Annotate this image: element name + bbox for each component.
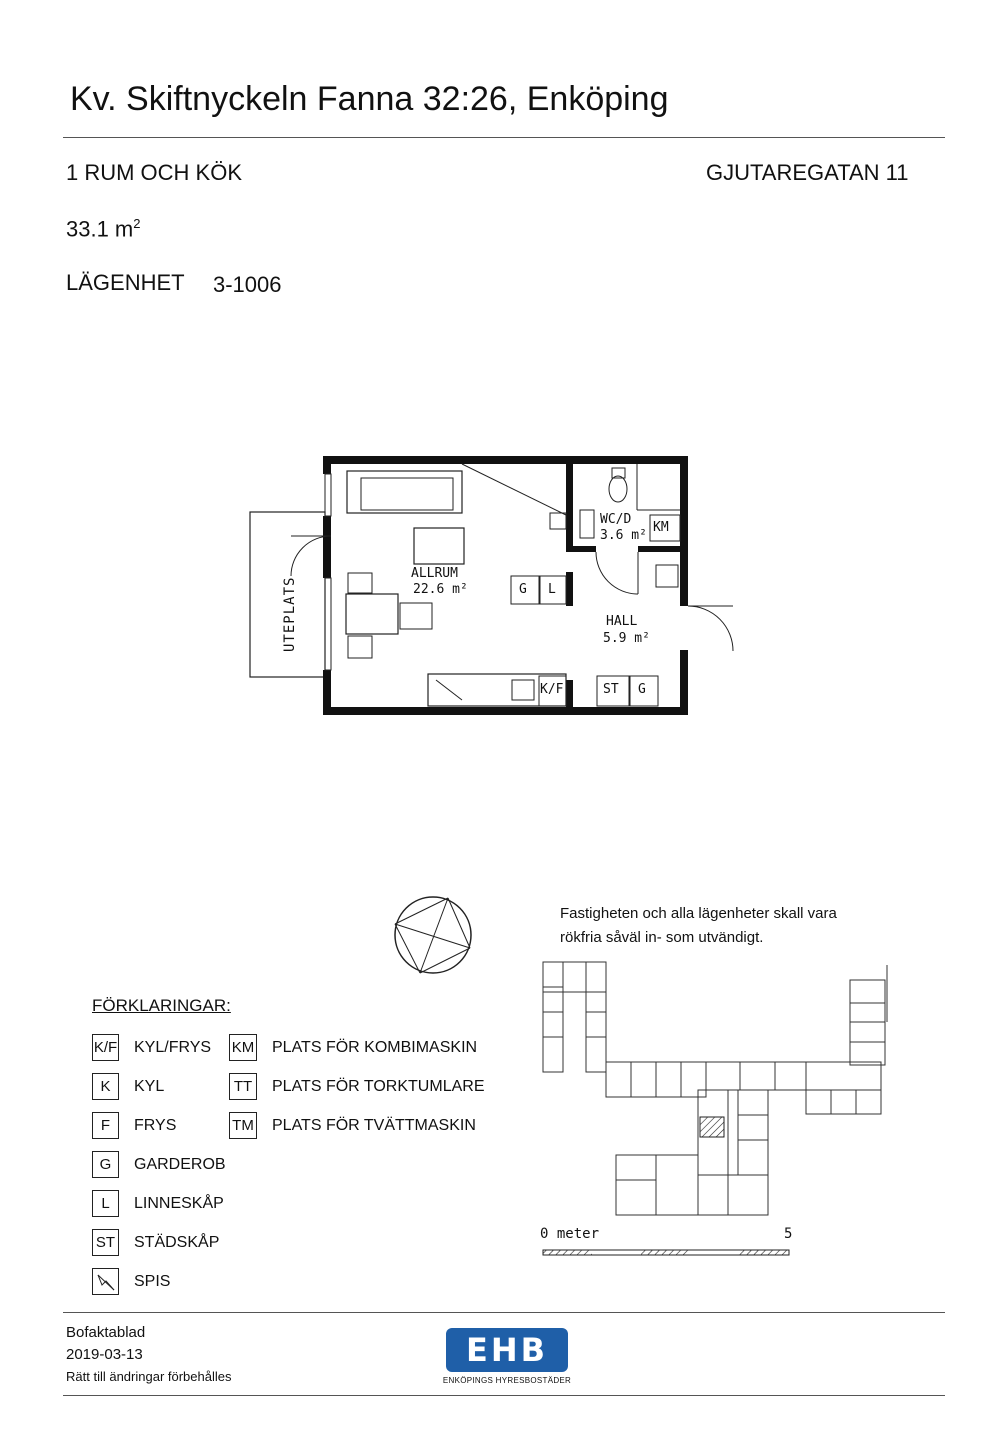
room-name-hall: HALL [606, 614, 638, 629]
fixture-l: L [548, 582, 556, 597]
legend-item-spis: SPIS [92, 1262, 226, 1301]
room-name-allrum: ALLRUM [411, 566, 458, 581]
apartment-type: 1 RUM OCH KÖK [66, 160, 243, 185]
street-address: GJUTAREGATAN 11 [706, 160, 909, 185]
footer-rule-top [63, 1312, 945, 1313]
room-area-hall: 5.9 m² [603, 631, 650, 646]
fixture-g: G [519, 582, 527, 597]
footer-info: Bofaktablad 2019-03-13 Rätt till ändringar förbehålles [66, 1324, 232, 1384]
scale-end-label: 5 [784, 1226, 793, 1242]
room-area-wc: 3.6 m² [600, 528, 647, 543]
scale-start-label: 0 meter [540, 1226, 600, 1242]
legend-item-st: ST STÄDSKÅP [92, 1223, 226, 1262]
fixture-km: KM [653, 520, 669, 535]
legend-item-km: KM PLATS FÖR KOMBIMASKIN [229, 1028, 484, 1067]
legend-item-f: F FRYS [92, 1106, 226, 1145]
fixture-kf: K/F [540, 682, 564, 697]
legend-item-kf: K/F KYL/FRYS [92, 1028, 226, 1067]
fixture-st: ST [603, 682, 619, 697]
legend-item-l: L LINNESKÅP [92, 1184, 226, 1223]
legend-item-g: G GARDEROB [92, 1145, 226, 1184]
footer-rule-bottom [63, 1395, 945, 1396]
fixture-g2: G [638, 682, 646, 697]
room-name-wc: WC/D [600, 512, 632, 527]
room-area-allrum: 22.6 m² [413, 582, 468, 597]
legend-item-tm: TM PLATS FÖR TVÄTTMASKIN [229, 1106, 484, 1145]
document-title: Kv. Skiftnyckeln Fanna 32:26, Enköping [70, 80, 669, 118]
apartment-label: LÄGENHET [66, 270, 185, 295]
legend-item-tt: TT PLATS FÖR TORKTUMLARE [229, 1067, 484, 1106]
legend-heading: FÖRKLARINGAR: [92, 996, 231, 1015]
company-name: ENKÖPINGS HYRESBOSTÄDER [442, 1376, 572, 1385]
company-logo: EHB [446, 1328, 568, 1372]
apartment-area: 33.1 $m^2$ [66, 216, 141, 242]
legend-item-k: K KYL [92, 1067, 226, 1106]
uteplats-label: UTEPLATS [282, 576, 298, 652]
smoke-free-note: Fastigheten och alla lägenheter skall vara rökfria såväl in- som utvändigt. [560, 905, 837, 946]
apartment-number: 3-1006 [213, 272, 282, 297]
